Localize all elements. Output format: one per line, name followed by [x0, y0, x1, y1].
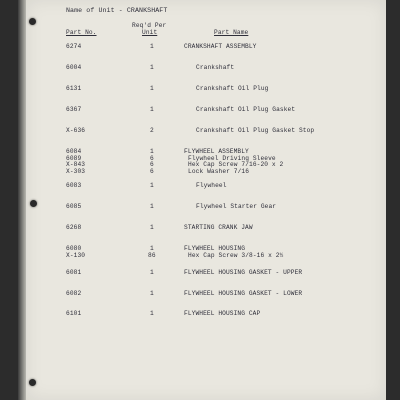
punch-hole-middle: [30, 200, 37, 207]
quantity-per-unit: 1: [150, 245, 154, 252]
part-number: 6268: [66, 224, 82, 231]
part-name: FLYWHEEL ASSEMBLY: [184, 148, 249, 155]
col-header-reqd-line2: Unit: [142, 29, 158, 36]
part-name: Crankshaft Oil Plug: [196, 85, 269, 92]
quantity-per-unit: 6: [150, 167, 154, 175]
col-header-part-name: Part Name: [214, 29, 249, 36]
part-name: Crankshaft Oil Plug Gasket: [196, 106, 296, 113]
part-number: 6004: [66, 64, 82, 71]
part-number: X-303: [66, 167, 86, 175]
part-name: Flywheel Driving Sleeve: [188, 154, 276, 162]
part-name: Lock Washer 7/16: [188, 167, 250, 175]
quantity-per-unit: 1: [150, 64, 154, 71]
part-number: 6089: [66, 154, 82, 162]
part-name: Hex Cap Screw 7/16-20 x 2: [188, 161, 284, 169]
part-number: 6274: [66, 43, 82, 50]
quantity-per-unit: 2: [150, 127, 154, 134]
part-number: 6082: [66, 290, 82, 297]
paper-sheet: [26, 0, 386, 400]
quantity-per-unit: 1: [150, 310, 154, 317]
quantity-per-unit: 1: [150, 43, 154, 50]
part-number: 6083: [66, 182, 82, 189]
quantity-per-unit: 1: [150, 106, 154, 113]
quantity-per-unit: 1: [150, 269, 154, 276]
part-number: 6084: [66, 148, 82, 155]
part-name: FLYWHEEL HOUSING: [184, 245, 246, 252]
quantity-per-unit: 1: [150, 290, 154, 297]
part-name: FLYWHEEL HOUSING GASKET - LOWER: [184, 290, 303, 297]
part-name: STARTING CRANK JAW: [184, 224, 253, 231]
part-name: Crankshaft Oil Plug Gasket Stop: [196, 127, 315, 134]
part-name: CRANKSHAFT ASSEMBLY: [184, 43, 257, 50]
part-number: 6081: [66, 269, 82, 276]
part-number: X-843: [66, 161, 86, 169]
unit-heading: Name of Unit - CRANKSHAFT: [66, 7, 168, 14]
part-number: 6101: [66, 310, 82, 317]
part-number: 6131: [66, 85, 82, 92]
quantity-per-unit: 1: [150, 148, 154, 155]
part-number: X-636: [66, 127, 86, 134]
punch-hole-bottom: [29, 379, 36, 386]
part-name: Flywheel Starter Gear: [196, 203, 277, 210]
col-header-reqd-line1: Req'd Per: [132, 22, 167, 29]
part-name: FLYWHEEL HOUSING GASKET - UPPER: [184, 269, 303, 276]
quantity-per-unit: 86: [148, 251, 156, 259]
quantity-per-unit: 1: [150, 182, 154, 189]
part-name: Crankshaft: [196, 64, 235, 71]
quantity-per-unit: 1: [150, 85, 154, 92]
quantity-per-unit: 1: [150, 203, 154, 210]
part-number: X-130: [66, 251, 86, 259]
punch-hole-top: [29, 18, 36, 25]
part-number: 6367: [66, 106, 82, 113]
part-name: FLYWHEEL HOUSING CAP: [184, 310, 261, 317]
part-name: Hex Cap Screw 3/8-16 x 2½: [188, 251, 284, 259]
part-number: 6085: [66, 203, 82, 210]
quantity-per-unit: 6: [150, 161, 154, 169]
quantity-per-unit: 6: [150, 154, 154, 162]
part-name: Flywheel: [196, 182, 227, 189]
part-number: 6080: [66, 245, 82, 252]
quantity-per-unit: 1: [150, 224, 154, 231]
col-header-part-no: Part No.: [66, 29, 97, 36]
